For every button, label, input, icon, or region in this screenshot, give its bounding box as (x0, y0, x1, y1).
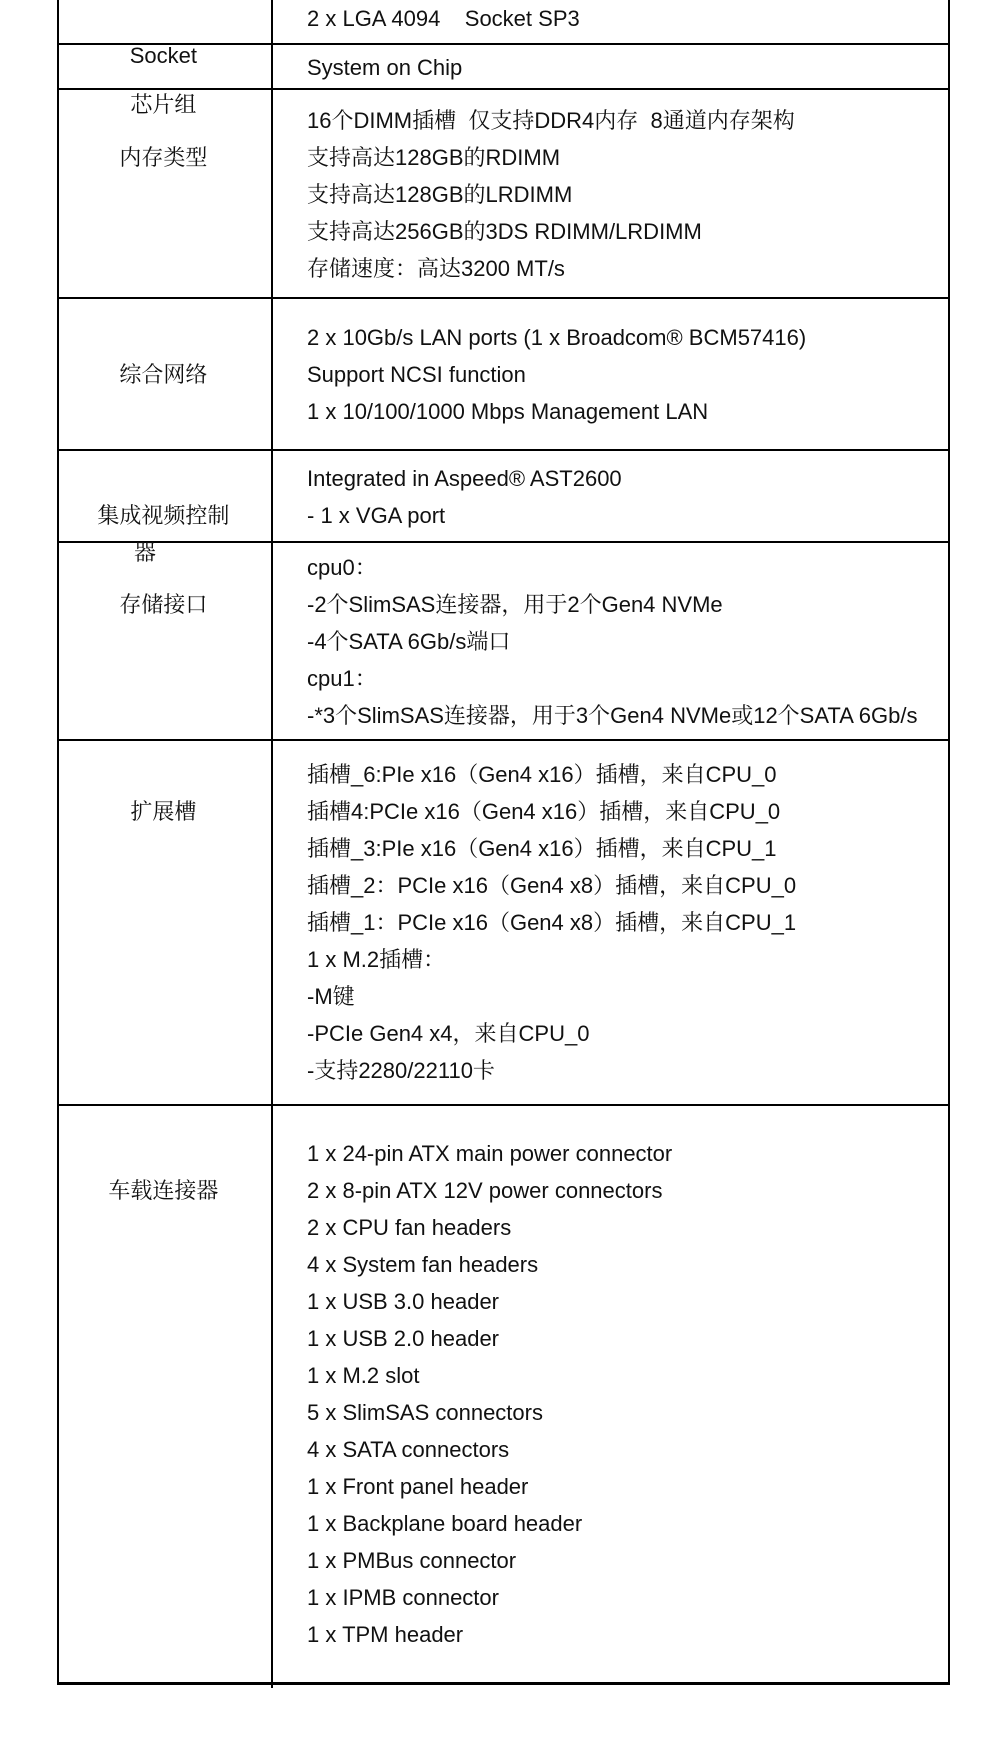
spec-value-line: System on Chip (307, 55, 463, 80)
spec-value-line: 1 x M.2插槽： (307, 947, 446, 972)
spec-label: 存储接口 (119, 592, 208, 617)
spec-label: 内存类型 (119, 145, 208, 170)
spec-row (59, 739, 948, 1104)
spec-value-line: -4个SATA 6Gb/s端口 (307, 629, 511, 654)
spec-value-line: cpu1： (307, 666, 377, 691)
spec-value-cell (273, 1106, 948, 1682)
spec-value-cell (273, 45, 948, 88)
spec-row (59, 297, 948, 449)
spec-value-line: 2 x LGA 4094 Socket SP3 (307, 6, 580, 31)
spec-row (59, 43, 948, 117)
spec-table (57, 0, 950, 1685)
spec-label-cell (59, 451, 273, 565)
spec-value-line: - 1 x VGA port (307, 503, 446, 528)
spec-value-line: 2 x 10Gb/s LAN ports (1 x Broadcom® BCM57416) (307, 325, 807, 350)
spec-label-cell (59, 0, 273, 68)
spec-value-cell (273, 90, 948, 297)
spec-value-line: 1 x M.2 slot (307, 1363, 420, 1388)
spec-value-line: 1 x PMBus connector (307, 1548, 517, 1573)
spec-value-line: 5 x SlimSAS connectors (307, 1400, 543, 1425)
spec-value-line: Support NCSI function (307, 362, 526, 387)
spec-value-line: 支持高达128GB的RDIMM (307, 145, 561, 170)
spec-value-line: Integrated in Aspeed® AST2600 (307, 466, 622, 491)
spec-value-line: -支持2280/22110卡 (307, 1058, 495, 1083)
spec-value-line: 2 x CPU fan headers (307, 1215, 512, 1240)
spec-value-line: 存储速度：高达3200 MT/s (307, 256, 565, 281)
spec-row (59, 541, 948, 739)
spec-value-line: 2 x 8-pin ATX 12V power connectors (307, 1178, 663, 1203)
spec-label-cell (59, 741, 273, 1104)
spec-value-line: 插槽_2：PCIe x16（Gen4 x8）插槽，来自CPU_0 (307, 873, 797, 898)
spec-value-line: 1 x Front panel header (307, 1474, 529, 1499)
spec-value-line: -PCIe Gen4 x4，来自CPU_0 (307, 1021, 590, 1046)
spec-label: Socket (129, 43, 197, 68)
spec-value-line: 1 x USB 3.0 header (307, 1289, 500, 1314)
spec-value-line: 插槽_6:PIe x16（Gen4 x16）插槽，来自CPU_0 (307, 762, 777, 787)
spec-value-line: 1 x 10/100/1000 Mbps Management LAN (307, 399, 709, 424)
spec-value-line: -*3个SlimSAS连接器，用于3个Gen4 NVMe或12个SATA 6Gb/s (307, 703, 918, 728)
spec-value-line: 1 x Backplane board header (307, 1511, 583, 1536)
spec-value-line: 16个DIMM插槽 仅支持DDR4内存 8通道内存架构 (307, 108, 795, 133)
spec-label-cell (59, 299, 273, 449)
spec-value-line: 插槽4:PCIe x16（Gen4 x16）插槽，来自CPU_0 (307, 799, 781, 824)
spec-label: 集成视频控制器 (97, 503, 230, 565)
spec-label-cell (59, 543, 273, 739)
spec-value-line: 支持高达128GB的LRDIMM (307, 182, 573, 207)
spec-value-line: 支持高达256GB的3DS RDIMM/LRDIMM (307, 219, 702, 244)
spec-label: 车载连接器 (108, 1178, 219, 1203)
spec-value-line: 1 x 24-pin ATX main power connector (307, 1141, 673, 1166)
spec-value-line: 插槽_1：PCIe x16（Gen4 x8）插槽，来自CPU_1 (307, 910, 797, 935)
spec-value-cell (273, 0, 948, 43)
spec-value-cell (273, 741, 948, 1104)
spec-row (59, 1104, 948, 1682)
spec-value-cell (273, 543, 948, 739)
spec-value-line: -2个SlimSAS连接器，用于2个Gen4 NVMe (307, 592, 723, 617)
spec-value-line: 1 x TPM header (307, 1622, 464, 1647)
spec-value-line: 4 x System fan headers (307, 1252, 539, 1277)
spec-value-line: 插槽_3:PIe x16（Gen4 x16）插槽，来自CPU_1 (307, 836, 777, 861)
spec-value-cell (273, 451, 948, 541)
spec-label: 综合网络 (119, 362, 208, 387)
spec-label: 扩展槽 (130, 799, 197, 824)
spec-value-line: 1 x USB 2.0 header (307, 1326, 500, 1351)
spec-label: 芯片组 (130, 92, 197, 117)
spec-value-line: 4 x SATA connectors (307, 1437, 510, 1462)
spec-value-line: 1 x IPMB connector (307, 1585, 499, 1610)
spec-value-line: cpu0： (307, 555, 377, 580)
spec-row (59, 88, 948, 297)
spec-value-cell (273, 299, 948, 449)
spec-label-cell (59, 90, 273, 297)
spec-label-cell (59, 45, 273, 117)
spec-value-line: -M键 (307, 984, 355, 1009)
spec-row (59, 449, 948, 565)
spec-label-cell (59, 1106, 273, 1682)
column-divider-stub (271, 1682, 273, 1688)
